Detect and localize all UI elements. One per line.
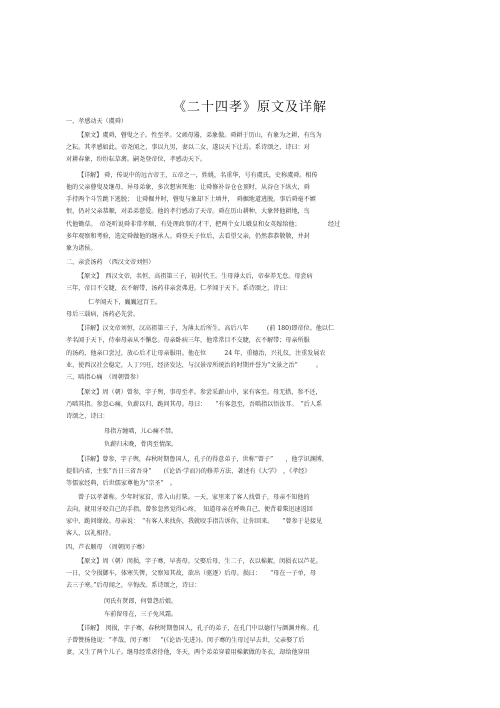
poem-line: 车前留母在，三子免风霜。: [104, 611, 178, 618]
poem-line: 负薪归未晚，骨肉至情深。: [104, 441, 178, 448]
paragraph-line: 曾子以孝著称。少年时家贫，常入山打柴。一天，家里来了客人找曾子，母亲不知他的: [78, 494, 310, 501]
paragraph-line: 妻，又生了两个儿子。继母经常虐待他，冬天，两个弟弟穿着用棉絮做的冬衣，却给他穿用: [66, 649, 310, 656]
paragraph-line: 【详解】 闵损，字子骞，春秋时期鲁国人，孔子的弟子，在孔门中以德行与颜渊并称。孔: [78, 625, 319, 632]
paragraph-line: 【原文】 西汉文帝，名恒，高祖第三子，初封代王。生母薄太后，帝奉养无怠。母尝病: [78, 273, 313, 280]
section-heading: 三、啮指心痛 （周朝曾参）: [66, 374, 143, 381]
paragraph-line: 【详解】 舜，传说中的远古帝王，五帝之一，姓姚，名重华，号有虞氏，史称虞舜。相传: [78, 172, 318, 179]
paragraph-line: 恨，仍对父亲恭顺，对弟弟慈爱。他的孝行感动了天帝。舜在历山耕种，大象替他耕地，鸟: [66, 208, 310, 215]
paragraph-line: 他的父亲瞽叟及继母、异母弟象，多次想害死他：让舜修补谷仓仓顶时，从谷仓下纵火，舜: [66, 184, 310, 191]
paragraph-line: 子曾赞扬他说：“孝哉，闵子骞！ ”(《论语·先进》)。闵子骞的生母过早去世，父亲娶了后: [66, 637, 305, 644]
paragraph-line: 象为诸侯。: [66, 245, 97, 252]
paragraph-line: 【原文】周（朝）曾参，字子舆，事母至孝。参尝采薪山中，家有客至。母无措，参不还，: [78, 389, 322, 396]
paragraph-line: 一日，父令损御车，体寒失辔，父察知其故，欲出（驱逐）后母。损曰： “母在一子单，母: [66, 570, 316, 577]
paragraph-line: 乃啮其指。参忽心痛，负薪以归，跪问其母。母曰： “有客忽至，吾啮指以悟汝耳。 ”后人系: [66, 401, 323, 408]
paragraph-line: 去三子寒。”后母闻之，卒悔改。系诗颂之，诗曰：: [66, 582, 201, 589]
paragraph-line: 去向，就用牙咬自己的手指。曾参忽然觉得心疼， 知道母亲在呼唤自己，便背着柴迅速返回: [66, 506, 313, 513]
paragraph-line: 【原文】虞舜，瞽叟之子。性至孝。父顽母嚣，弟象傲。舜耕于历山，有象为之耕，有鸟为: [78, 132, 322, 139]
paragraph-line: 手持两个斗笠跳下逃脱； 让舜掘井时，瞽叟与象却下土填井， 舜掘地道逃脱。事后舜毫不嫉: [66, 196, 316, 203]
paragraph-line: 对耕春象，纷纷耘草禽。嗣尧登帝位，孝感动天下。: [66, 156, 207, 163]
paragraph-line: 等儒家经典，后世儒家尊他为“宗圣” 。: [66, 480, 176, 487]
paragraph-line: 【详解】汉文帝刘恒，汉高祖第三子，为薄太后所生。高后八年 (前 180)即帝位。他以仁: [78, 325, 334, 332]
paragraph-line: 多年观察和考验，选定舜做他的继承人。舜登天子位后，去看望父亲，仍然恭恭敬敬，并封: [66, 233, 310, 240]
paragraph-line: 代他锄草。 帝尧听说舜非常孝顺，有处理政事的才干，把两个女儿娥皇和女英嫁给他； 经过: [66, 221, 341, 228]
paragraph-line: 的汤药，他亲口尝过，放心后才让母亲服用。他在位 24 年，重德治，兴礼仪，注重发展农: [66, 350, 326, 357]
paragraph-line: 客人，以礼相待。: [66, 530, 115, 537]
poem-line: 母后三载病，汤药必先尝。: [66, 311, 140, 318]
paragraph-line: 三年，帝目不交睫，衣不解带，汤药非亲尝弗进。仁孝闻于天下。系诗颂之，诗曰：: [66, 285, 292, 292]
poem-line: 母指方缠啮，儿心痛不禁。: [104, 428, 178, 435]
paragraph-line: 【详解】曾参，字子舆，春秋时期鲁国人，孔子的得意弟子，世称“曾子” ，他学识渊博，: [78, 456, 328, 463]
section-heading: 四、芦衣顺母 （周朝闵子骞）: [66, 544, 149, 551]
paragraph-line: 【原文】周（朝）闵损，字子骞，早丧母。父娶后母，生二子，衣以棉絮，闵损衣以芦花。: [78, 558, 322, 565]
section-heading: 二、亲尝汤药 （西汉文帝刘恒）: [66, 259, 155, 266]
paragraph-line: 诗颂之，诗曰：: [66, 413, 109, 420]
paragraph-line: 家中，跪问缘故。母亲说： “有客人来找你，我就咬手指告诉你，让你回来。 ”曾参于是接见: [66, 518, 323, 525]
document-title: 《二十四孝》原文及详解: [172, 100, 327, 115]
paragraph-line: 提倡内省，主张“吾日三省吾身” (《论语·学而》)的修养方法，著述有《大学》 ，《孝经》: [66, 468, 311, 475]
section-heading: 一、孝感动天（虞舜）: [66, 118, 127, 125]
paragraph-line: 业，使西汉社会稳定，人丁兴旺，经济发达，与汉景帝所统治的时期并誉为“文景之治” 。: [66, 362, 323, 369]
poem-line: 仁孝闻天下，巍巍冠百王。: [88, 299, 162, 306]
paragraph-line: 之耘。其孝感如此。帝尧闻之，事以九男，妻以二女，遂以天下让焉。系诗颂之，诗曰：对: [66, 144, 310, 151]
poem-line: 闵氏有贤郎，何曾怨后娘。: [104, 598, 178, 605]
paragraph-line: 孝名闻于天下，侍奉母亲从不懈怠。母亲卧病三年，他常常目不交睫，衣不解带；母亲所服: [66, 337, 310, 344]
